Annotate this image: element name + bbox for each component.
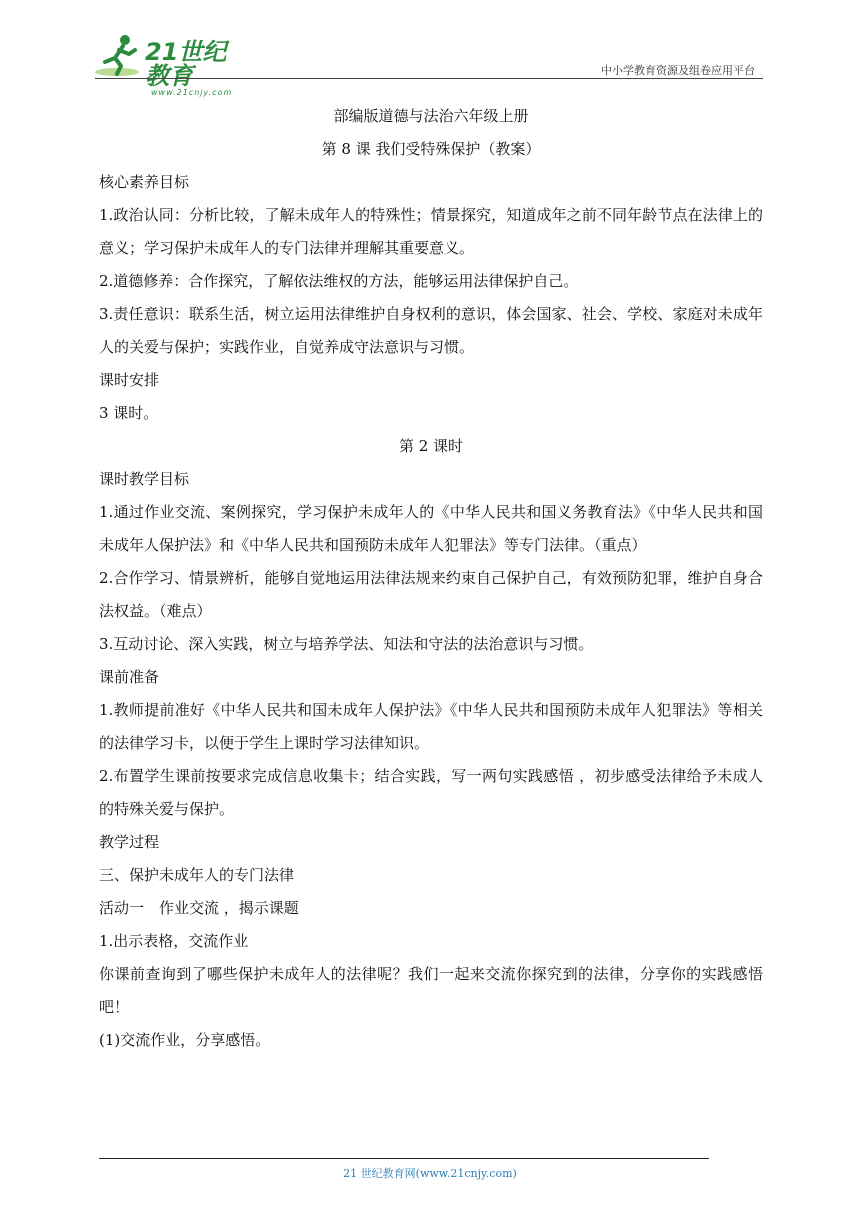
paragraph: 1.出示表格，交流作业 (99, 932, 249, 950)
platform-name: 中小学教育资源及组卷应用平台 (601, 64, 755, 77)
heading-process: 教学过程 (99, 833, 160, 851)
paragraph: (1)交流作业，分享感悟。 (99, 1031, 271, 1049)
page-header (95, 30, 763, 97)
paragraph: 1.通过作业交流、案例探究，学习保护未成年人的《中华人民共和国义务教育法》《中华人民共和国未成年人保护法》和《中华人民共和国预防未成年人犯罪法》等专门法律。（重点） (99, 503, 763, 554)
paragraph: 三、保护未成年人的专门法律 (99, 866, 295, 884)
heading-core-goals: 核心素养目标 (99, 173, 190, 191)
logo (95, 30, 233, 97)
paragraph: 1.教师提前准好《中华人民共和国未成年人保护法》《中华人民共和国预防未成年人犯罪法》等相关的法律学习卡，以便于学生上课时学习法律知识。 (99, 701, 763, 752)
header-divider (95, 78, 763, 79)
heading-preparation: 课前准备 (99, 668, 160, 686)
paragraph: 3 课时。 (99, 404, 159, 422)
runner-logo-icon (95, 32, 143, 78)
section-title: 第 2 课时 (398, 437, 464, 455)
paragraph: 1.政治认同：分析比较，了解未成年人的特殊性；情景探究，知道成年之前不同年龄节点在法律上的意义；学习保护未成年人的专门法律并理解其重要意义。 (99, 206, 763, 257)
document-body (99, 100, 763, 1057)
paragraph: 活动一 作业交流 ，揭示课题 (99, 899, 299, 917)
heading-lesson-goals: 课时教学目标 (99, 470, 190, 488)
footer-divider (99, 1158, 709, 1159)
heading-schedule: 课时安排 (99, 371, 160, 389)
doc-title: 部编版道德与法治六年级上册 (333, 107, 529, 125)
logo-main-text: 21世纪教育 (145, 38, 227, 90)
paragraph: 2.道德修养：合作探究，了解依法维权的方法，能够运用法律保护自己。 (99, 272, 579, 290)
doc-subtitle: 第 8 课 我们受特殊保护（教案） (321, 140, 541, 158)
logo-sub-text: www.21cnjy.com (151, 88, 233, 97)
paragraph: 3.互动讨论、深入实践，树立与培养学法、知法和守法的法治意识与习惯。 (99, 635, 594, 653)
paragraph: 3.责任意识：联系生活，树立运用法律维护自身权利的意识，体会国家、社会、学校、家庭对未成年人的关爱与保护；实践作业，自觉养成守法意识与习惯。 (99, 305, 763, 356)
paragraph: 你课前查询到了哪些保护未成年人的法律呢？我们一起来交流你探究到的法律，分享你的实践感悟吧！ (99, 965, 763, 1016)
paragraph: 2.合作学习、情景辨析，能够自觉地运用法律法规来约束自己保护自己，有效预防犯罪，维护自身合法权益。（难点） (99, 569, 763, 620)
footer-text: 21 世纪教育网(www.21cnjy.com) (343, 1167, 517, 1180)
paragraph: 2.布置学生课前按要求完成信息收集卡；结合实践，写一两句实践感悟 ，初步感受法律给予未成人的特殊关爱与保护。 (99, 767, 763, 818)
